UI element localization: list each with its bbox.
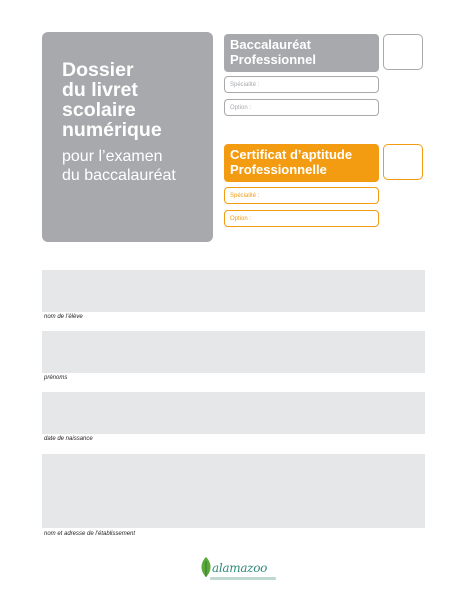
- galamazoo-logo: [198, 553, 280, 585]
- bac-pro-specialite-field[interactable]: Spécialité :: [224, 76, 379, 93]
- school-name-address-label: nom et adresse de l’établissement: [44, 531, 136, 537]
- logo-text: alamazoo: [212, 561, 268, 575]
- birth-date-field[interactable]: [42, 392, 425, 434]
- document-title: Dossier du livret scolaire numérique: [62, 59, 162, 141]
- bac-pro-checkbox[interactable]: [383, 34, 423, 70]
- document-subtitle: pour l’examen du baccalauréat: [62, 148, 176, 184]
- cap-specialite-field[interactable]: Spécialité :: [224, 187, 379, 204]
- bac-pro-option-field[interactable]: Option :: [224, 99, 379, 116]
- student-name-field[interactable]: [42, 270, 425, 312]
- bac-pro-header: Baccalauréat Professionnel: [224, 34, 379, 72]
- first-names-field[interactable]: [42, 331, 425, 373]
- cap-option-field[interactable]: Option :: [224, 210, 379, 227]
- cap-header: Certificat d’aptitude Professionnelle: [224, 144, 379, 182]
- first-names-label: prénoms: [44, 375, 68, 381]
- student-name-label: nom de l’élève: [44, 314, 83, 320]
- title-block: [42, 32, 213, 242]
- logo-underline: [210, 577, 276, 580]
- school-name-address-field[interactable]: [42, 454, 425, 528]
- birth-date-label: date de naissance: [44, 436, 93, 442]
- cap-checkbox[interactable]: [383, 144, 423, 180]
